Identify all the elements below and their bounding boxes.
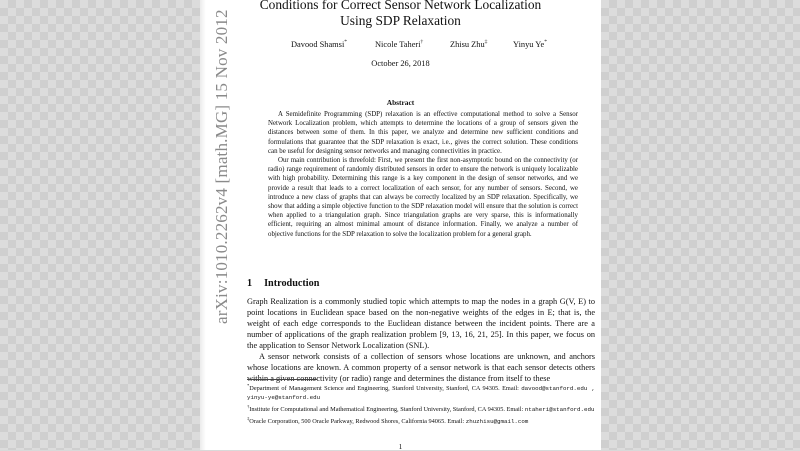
section-title: Introduction bbox=[264, 278, 320, 289]
author bbox=[513, 40, 547, 49]
author-mark: † bbox=[420, 39, 424, 45]
footnote-mark: * bbox=[247, 383, 250, 388]
footnote-text: Department of Management Science and Engineering, Stanford University, Stanford, CA 94305. Email: bbox=[249, 385, 519, 393]
footnote-text: Oracle Corporation, 500 Oracle Parkway, Redwood Shores, California 94065. Email: bbox=[249, 417, 465, 425]
abstract-paragraph-1: A Semidefinite Programming (SDP) relaxation is an effective computational method to solve a Sensor Network Localization problem, which attempts to determine the locations of a group of sensors given the distances between some of them. In this paper, we analyze and determine new sufficient conditions and formulations that guarantee that the SDP relaxation is exact, i.e., gives the correct solution. These conditions can be useful for designing sensor networks and managing connectivities in practice. bbox=[268, 111, 578, 155]
footnote-2 bbox=[247, 403, 595, 415]
abstract-heading: Abstract bbox=[386, 98, 415, 107]
author-name: Nicole Taheri bbox=[375, 40, 421, 49]
paper-title bbox=[200, 0, 601, 29]
title-line-2: Using SDP Relaxation bbox=[340, 13, 461, 28]
author bbox=[375, 40, 423, 49]
arxiv-id: arXiv:1010.2262v4 [math.MG] 15 Nov 2012 bbox=[212, 9, 231, 324]
viewer-background-right bbox=[601, 0, 800, 450]
author-name: Davood Shamsi bbox=[291, 40, 345, 49]
footnote-email: davood@stanford.edu , yinyu-ye@stanford.edu bbox=[247, 385, 596, 401]
page-number: 1 bbox=[398, 442, 403, 451]
paper-date: October 26, 2018 bbox=[371, 59, 430, 68]
footnote-email: ntaheri@stanford.edu bbox=[524, 405, 595, 413]
footnote-text: Institute for Computational and Mathematical Engineering, Stanford University, Stanford, CA 94305. Email: bbox=[249, 405, 524, 413]
author-name: Zhisu Zhu bbox=[450, 40, 485, 49]
section-number: 1 bbox=[247, 278, 253, 289]
author-name: Yinyu Ye bbox=[513, 40, 545, 49]
author-list bbox=[200, 40, 601, 52]
footnotes bbox=[247, 382, 595, 426]
author-mark: ‡ bbox=[484, 39, 488, 45]
arxiv-stamp bbox=[212, 9, 232, 324]
intro-paragraph-2: A sensor network consists of a collection of sensors whose locations are unknown, and anchors whose locations are known. A common property of a sensor network is that each sensor detects others within a given connectivity (or radio) range and determines the distance from itself to these bbox=[247, 352, 595, 383]
abstract-paragraph-2: Our main contribution is threefold: First, we present the first non-asymptotic bound on the connectivity (or radio) range requirement of randomly distributed sensors in order to ensure the network is uniquely localizable with high probability. Determining this range is a key component in the design of sensor networks, and we provide a result that leads to a correct localization of each sensor, for any number of sensors. Second, we introduce a new class of graphs that can always be correctly localized by an SDP relaxation. Specifically, we show that adding a simple objective function to the SDP relaxation model will ensure that the solution is correct when applied to a triangulation graph. Since triangulation graphs are very sparse, this is informationally efficient, requiring an almost minimal amount of distance information. Finally, we analyze a number of objective functions for the SDP relaxation to solve the localization problem for a general graph. bbox=[268, 157, 578, 238]
section-heading bbox=[247, 278, 319, 289]
introduction-text bbox=[247, 296, 595, 384]
author bbox=[291, 40, 347, 49]
viewer-background-left bbox=[0, 0, 200, 450]
author-mark: * bbox=[344, 39, 348, 45]
footnote-mark: ‡ bbox=[247, 415, 250, 421]
author-mark: * bbox=[544, 39, 547, 45]
title-line-1: Conditions for Correct Sensor Network Localization bbox=[259, 0, 542, 12]
intro-paragraph-1: Graph Realization is a commonly studied topic which attempts to map the nodes in a graph G(V, E) to point locations in Euclidean space based on the non-negative weights of the edges in E; that is, the weight of each edge corresponds to the Euclidean distance between the incident points. There are a number of applications of the graph realization problem [9, 13, 16, 21, 25]. In this paper, we focus on the application to Sensor Network Localization (SNL). bbox=[247, 297, 595, 350]
footnote-3 bbox=[247, 415, 595, 427]
footnote-rule bbox=[247, 379, 317, 380]
footnote-email: zhuzhisu@gmail.com bbox=[465, 417, 529, 425]
footnote-1 bbox=[247, 382, 595, 403]
author bbox=[450, 40, 487, 49]
footnote-mark: † bbox=[247, 403, 250, 409]
abstract-body bbox=[268, 110, 578, 239]
